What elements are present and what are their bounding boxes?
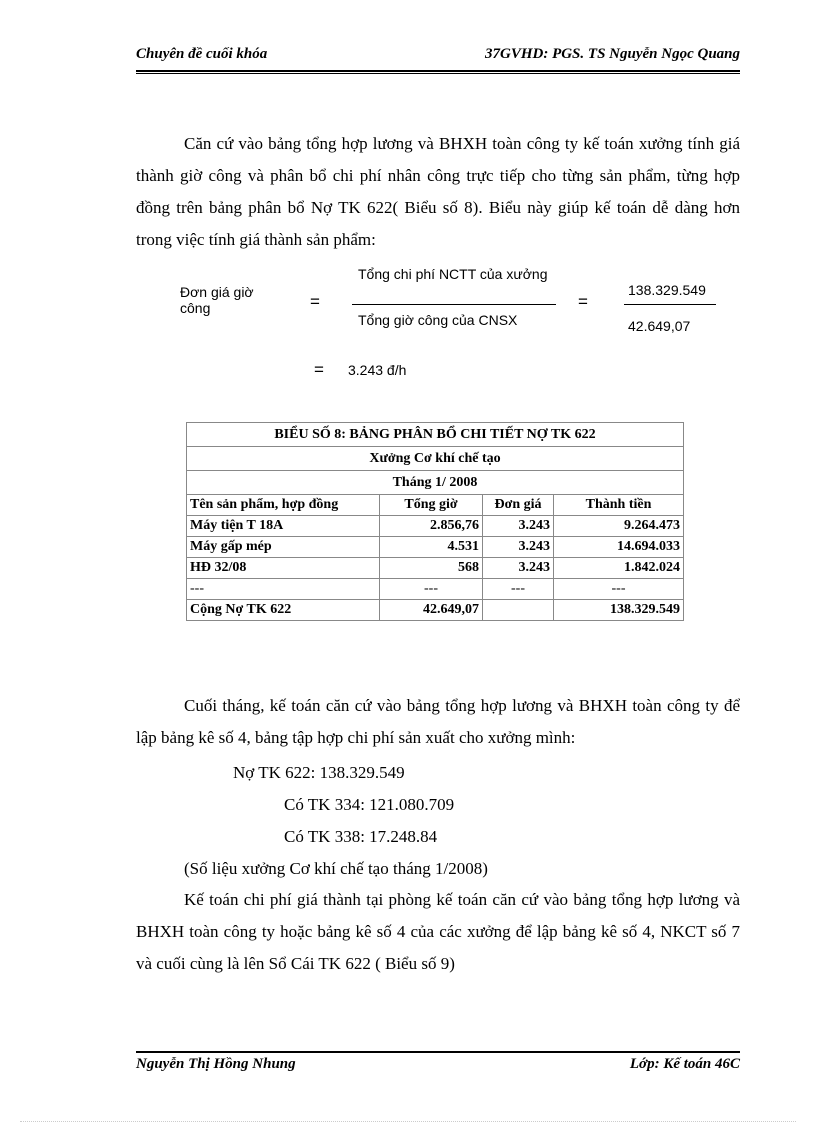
- formula-result: 3.243 đ/h: [348, 362, 407, 378]
- cell-unit-price: 3.243: [483, 516, 554, 537]
- cell-product: Máy gấp mép: [187, 537, 380, 558]
- formula-label: Đơn giá giờ công: [180, 284, 254, 316]
- cell-product: Máy tiện T 18A: [187, 516, 380, 537]
- cell-hours: ---: [380, 579, 483, 600]
- column-header: Tên sản phẩm, hợp đồng: [187, 495, 380, 516]
- cell-total-unit-price: [483, 600, 554, 621]
- footer-right: Lớp: Kế toán 46C: [629, 1056, 740, 1072]
- column-header: Đơn giá: [483, 495, 554, 516]
- formula-result-eq: =: [314, 360, 324, 379]
- header-rule: [136, 70, 740, 72]
- header-rule-thin: [136, 73, 740, 74]
- cell-amount: 1.842.024: [554, 558, 684, 579]
- footer-left: Nguyễn Thị Hồng Nhung: [136, 1056, 296, 1072]
- paragraph-3: Kế toán chi phí giá thành tại phòng kế toán căn cứ vào bảng tổng hợp lương và BHXH toàn công ty hoặc bảng kê số 4 của các xưởng để lập bảng kê số 4, NKCT số 7 và cuối cùng là lên Sổ Cái TK 622 ( Biểu số 9): [136, 890, 740, 973]
- formula-eq2: =: [578, 292, 588, 311]
- header-right: 37GVHD: PGS. TS Nguyễn Ngọc Quang: [484, 46, 740, 62]
- table-row: [187, 558, 684, 579]
- formula-value-line: [624, 304, 716, 305]
- formula-value-numerator: 138.329.549: [628, 282, 706, 298]
- journal-debit: Nợ TK 622: 138.329.549: [233, 763, 405, 782]
- table-subtitle: Xưởng Cơ khí chế tạo: [187, 447, 684, 471]
- cell-unit-price: ---: [483, 579, 554, 600]
- header-left: Chuyên đề cuối khóa: [136, 46, 268, 62]
- cell-total-amount: 138.329.549: [554, 600, 684, 621]
- cell-total-hours: 42.649,07: [380, 600, 483, 621]
- table-row: [187, 537, 684, 558]
- cell-total-label: Cộng Nợ TK 622: [187, 600, 380, 621]
- cell-product: HĐ 32/08: [187, 558, 380, 579]
- journal-credit-334: Có TK 334: 121.080.709: [284, 795, 455, 814]
- formula-denominator: Tổng giờ công của CNSX: [358, 312, 518, 328]
- footer-rule: [136, 1051, 740, 1053]
- cell-unit-price: 3.243: [483, 537, 554, 558]
- cell-hours: 2.856,76: [380, 516, 483, 537]
- table-period: Tháng 1/ 2008: [187, 471, 684, 495]
- cell-hours: 4.531: [380, 537, 483, 558]
- table-row: [187, 516, 684, 537]
- formula-value-denominator: 42.649,07: [628, 318, 691, 334]
- cell-product: ---: [187, 579, 380, 600]
- formula-eq1: =: [310, 292, 320, 311]
- table-header-row: [187, 495, 684, 516]
- journal-credit-338: Có TK 338: 17.248.84: [284, 827, 438, 846]
- journal-note: (Số liệu xưởng Cơ khí chế tạo tháng 1/2008): [184, 859, 488, 878]
- page-bottom-border: [20, 1121, 796, 1122]
- cell-amount: 9.264.473: [554, 516, 684, 537]
- table-title: BIỂU SỐ 8: BẢNG PHÂN BỔ CHI TIẾT NỢ TK 622: [187, 423, 684, 447]
- cell-amount: ---: [554, 579, 684, 600]
- cell-amount: 14.694.033: [554, 537, 684, 558]
- column-header: Tổng giờ: [380, 495, 483, 516]
- table-row: [187, 579, 684, 600]
- paragraph-2: Cuối tháng, kế toán căn cứ vào bảng tổng hợp lương và BHXH toàn công ty để lập bảng kê số 4, bảng tập hợp chi phí sản xuất cho xưởng mình:: [136, 696, 740, 747]
- formula-fraction-line: [352, 304, 556, 305]
- allocation-table: [186, 422, 684, 621]
- table-total-row: [187, 600, 684, 621]
- cell-unit-price: 3.243: [483, 558, 554, 579]
- paragraph-1: Căn cứ vào bảng tổng hợp lương và BHXH toàn công ty kế toán xưởng tính giá thành giờ công và phân bổ chi phí nhân công trực tiếp cho từng sản phẩm, từng hợp đồng trên bảng phân bổ Nợ TK 622( Biểu số 8). Biểu này giúp kế toán dễ dàng hơn trong việc tính giá thành sản phẩm:: [136, 134, 740, 249]
- cell-hours: 568: [380, 558, 483, 579]
- formula-numerator: Tổng chi phí NCTT của xưởng: [358, 266, 548, 282]
- column-header: Thành tiền: [554, 495, 684, 516]
